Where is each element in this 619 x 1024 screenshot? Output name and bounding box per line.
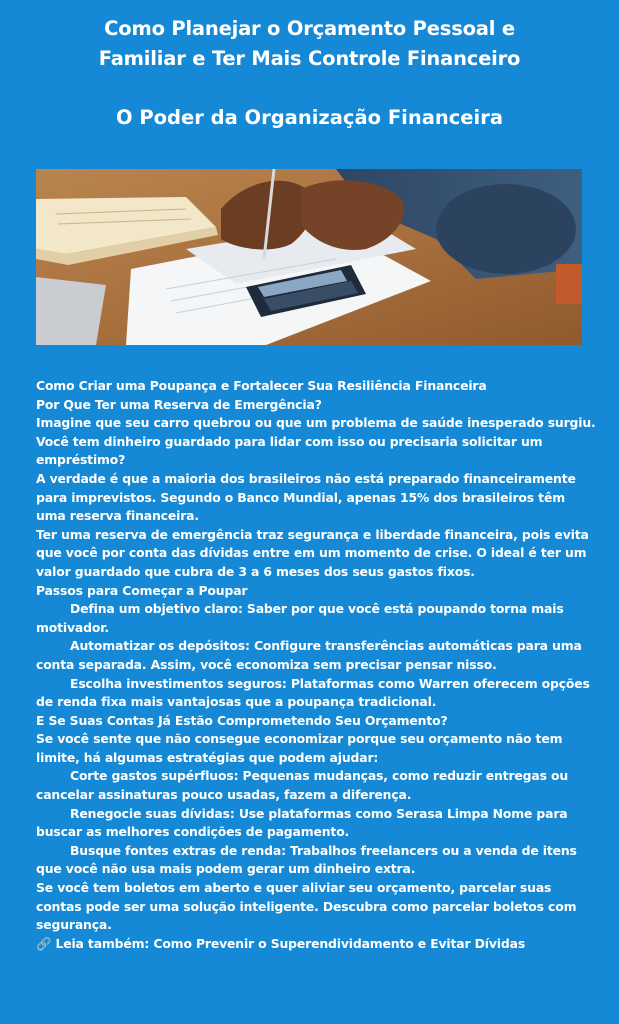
- paragraph: Imagine que seu carro quebrou ou que um problema de saúde inesperado surgiu. Você tem dinheiro guardado para lidar com isso ou precisaria solicitar um empréstimo?: [36, 415, 596, 468]
- list-item: Busque fontes extras de renda: Trabalhos freelancers ou a venda de itens que você não usa mais podem gerar um dinheiro extra.: [36, 842, 577, 877]
- title-line-1: Como Planejar o Orçamento Pessoal e: [104, 17, 515, 40]
- paragraph: Ter uma reserva de emergência traz segurança e liberdade financeira, pois evita que você por conta das dívidas entre em um momento de crise. O ideal é ter um valor guardado que cubra de 3 a 6 meses dos seus gastos fixos.: [36, 526, 589, 579]
- page-title: [0, 14, 619, 74]
- paragraph: A verdade é que a maioria dos brasileiros não está preparado financeiramente para imprevistos. Segundo o Banco Mundial, apenas 15% dos brasileiros têm uma reserva financeira.: [36, 470, 576, 524]
- tablet: [36, 277, 106, 345]
- section-heading: Como Criar uma Poupança e Fortalecer Sua Resiliência Financeira: [36, 378, 487, 393]
- list-item: Corte gastos supérfluos: Pequenas mudanças, como reduzir entregas ou cancelar assinaturas pouco usadas, fazem a diferença.: [36, 768, 569, 803]
- article-body: [36, 377, 596, 953]
- paragraph: Se você sente que não consegue economizar porque seu orçamento não tem limite, há algumas estratégias que podem ajudar:: [36, 731, 563, 765]
- section-heading: E Se Suas Contas Já Estão Comprometendo Seu Orçamento?: [36, 712, 448, 728]
- hero-illustration: [36, 169, 582, 345]
- page-subtitle: O Poder da Organização Financeira: [115, 106, 503, 129]
- link-icon: 🔗: [36, 935, 52, 951]
- list-item: Escolha investimentos seguros: Plataformas como Warren oferecem opções de renda fixa mais vantajosas que a poupança tradicional.: [36, 675, 590, 710]
- title-line-2: Familiar e Ter Mais Controle Financeiro: [98, 47, 521, 70]
- paragraph: Se você tem boletos em aberto e quer aliviar seu orçamento, parcelar suas contas pode ser uma solução inteligente. Descubra como parcelar boletos com segurança.: [36, 880, 577, 933]
- list-item: Automatizar os depósitos: Configure transferências automáticas para uma conta separada. Assim, você economiza sem precisar pensar nisso.: [36, 638, 582, 672]
- read-more-link[interactable]: 🔗 Leia também: Como Prevenir o Superendividamento e Evitar Dívidas: [36, 935, 526, 951]
- section-heading: Por Que Ter uma Reserva de Emergência?: [36, 396, 322, 412]
- hero-image: [36, 169, 582, 345]
- list-item: Renegocie suas dívidas: Use plataformas como Serasa Limpa Nome para buscar as melhores condições de pagamento.: [36, 805, 568, 840]
- list-item: Defina um objetivo claro: Saber por que você está poupando torna mais motivador.: [36, 601, 564, 635]
- section-heading: Passos para Começar a Poupar: [36, 582, 248, 598]
